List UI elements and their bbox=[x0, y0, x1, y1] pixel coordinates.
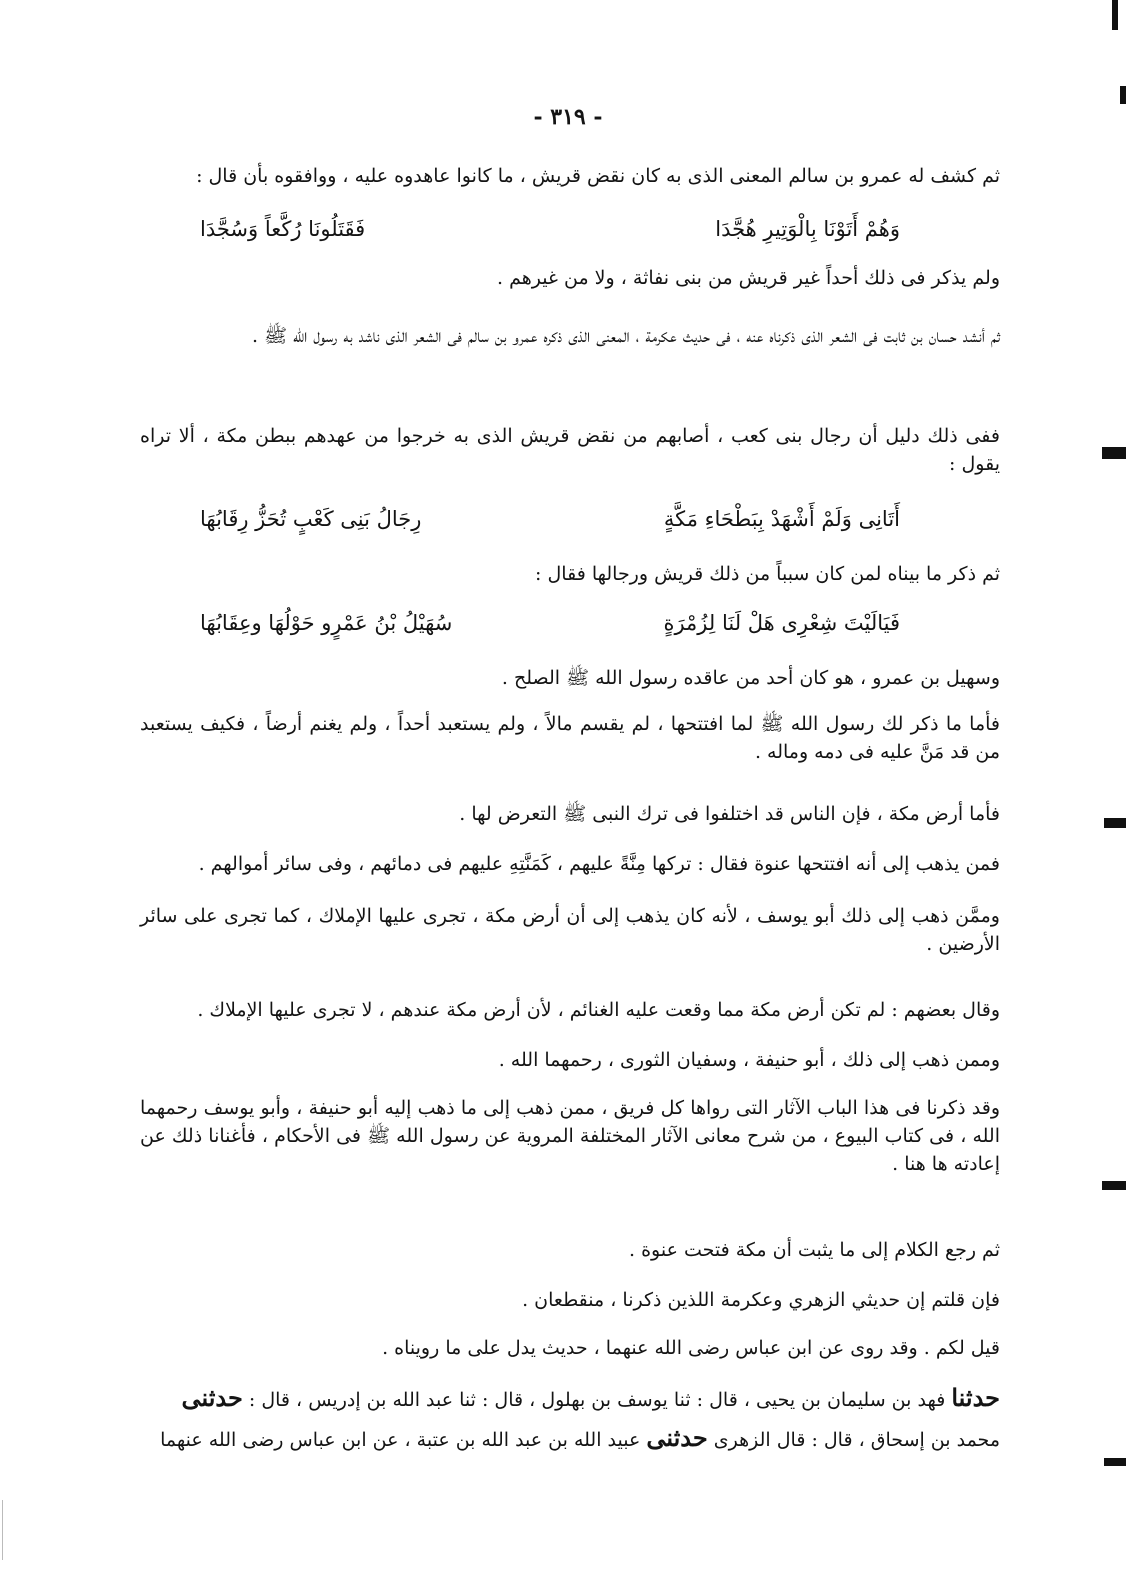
text-line: ثم ذكر ما بيناه لمن كان سبباً من ذلك قريش ورجالها فقال : bbox=[535, 563, 1000, 585]
text-line: فإن قلتم إن حديثي الزهري وعكرمة اللذين ذكرنا ، منقطعان . bbox=[522, 1289, 1000, 1311]
scan-edge-mark bbox=[1120, 86, 1126, 104]
poem-verse bbox=[200, 214, 900, 244]
poem-verse bbox=[200, 504, 900, 534]
verse-hemistich: فَقَتَلُونَا رُكَّعاً وَسُجَّدَا bbox=[200, 217, 366, 241]
paragraph: ففى ذلك دليل أن رجال بنى كعب ، أصابهم من نقض قريش الذى به خرجوا من عهدهم ببطن مكة ، ألا تراه يقول : bbox=[140, 425, 1000, 475]
scan-edge-mark bbox=[1104, 1458, 1126, 1466]
hadith-keyword: حدثنا bbox=[951, 1383, 1000, 1412]
scan-edge-mark bbox=[1102, 1181, 1126, 1190]
text-line: ولم يذكر فى ذلك أحداً غير قريش من بنى نفاثة ، ولا من غيرهم . bbox=[497, 267, 1000, 289]
isnad-line bbox=[140, 1384, 1000, 1414]
text-line: ثم كشف له عمرو بن سالم المعنى الذى به كان نقض قريش ، ما كانوا عاهدوه عليه ، ووافقوه بأن قال : bbox=[196, 165, 1000, 187]
isnad-text: فهد بن سليمان بن يحيى ، قال : ثنا يوسف بن بهلول ، قال : ثنا عبد الله بن إدريس ، قال : bbox=[242, 1389, 952, 1411]
isnad-text: عبيد الله بن عبد الله بن عتبة ، عن ابن عباس رضى الله عنهما bbox=[160, 1429, 647, 1451]
text-line: وممن ذهب إلى ذلك ، أبو حنيفة ، وسفيان الثورى ، رحمهما الله . bbox=[498, 1049, 1000, 1071]
verse-hemistich: أَتَانِى وَلَمْ أَشْهَدْ بِبَطْحَاءِ مَكَّةٍ bbox=[663, 507, 900, 531]
verse-hemistich: فَيَالَيْتَ شِعْرِى هَلْ لَنَا لِزُمْرَةٍ bbox=[663, 611, 900, 635]
verse-hemistich: رِجَالُ بَنِى كَعْبٍ تُحَزُّ رِقَابُهَا bbox=[200, 507, 422, 531]
poem-verse bbox=[200, 608, 900, 638]
text-line: وسهيل بن عمرو ، هو كان أحد من عاقده رسول الله ﷺ الصلح . bbox=[501, 667, 1000, 689]
text-line: ثم رجع الكلام إلى ما يثبت أن مكة فتحت عنوة . bbox=[628, 1239, 1000, 1261]
text-line: وقال بعضهم : لم تكن أرض مكة مما وقعت عليه الغنائم ، لأن أرض مكة عندهم ، لا تجرى عليها الإملاك . bbox=[197, 999, 1000, 1021]
text-line: فمن يذهب إلى أنه افتتحها عنوة فقال : تركها مِنَّةً عليهم ، كَمَنَّتِهِ عليهم فى دمائهم ، وفى سائر أموالهم . bbox=[198, 853, 1000, 875]
paragraph: وقد ذكرنا فى هذا الباب الآثار التى رواها كل فريق ، ممن ذهب إلى ما ذهب إليه أبو حنيفة ، وأبو يوسف رحمهما الله ، فى كتاب البيوع ، من شرح معانى الآثار المختلفة المروية عن رسول الله ﷺ فى الأحكام ، فأغنانا ذلك عن إعادته ها هنا . bbox=[140, 1097, 1000, 1175]
scan-edge-mark bbox=[1112, 0, 1118, 30]
scan-edge-line bbox=[2, 1500, 3, 1560]
verse-hemistich: وَهُمْ أَتَوْنَا بِالْوَتِيرِ هُجَّدَا bbox=[715, 217, 900, 241]
scan-edge-mark bbox=[1102, 447, 1126, 459]
paragraph: وممَّن ذهب إلى ذلك أبو يوسف ، لأنه كان يذهب إلى أن أرض مكة ، تجرى عليها الإملاك ، كما تجرى على سائر الأرضين . bbox=[140, 905, 1000, 955]
text-line: قيل لكم . وقد روى عن ابن عباس رضى الله عنهما ، حديث يدل على ما رويناه . bbox=[382, 1337, 1000, 1359]
text-line: فأما أرض مكة ، فإن الناس قد اختلفوا فى ترك النبى ﷺ التعرض لها . bbox=[459, 803, 1000, 825]
paragraph: ثم أنشد حسان بن ثابت فى الشعر الذى ذكرناه عنه ، فى حديث عكرمة ، المعنى الذى ذكره عمرو بن سالم فى الشعر الذى ناشد به رسول الله ﷺ . bbox=[251, 325, 1000, 347]
verse-hemistich: سُهَيْلُ بْنُ عَمْرٍو حَوْلُهَا وعِقَابُهَا bbox=[200, 611, 453, 635]
hadith-keyword: حدثنى bbox=[646, 1423, 708, 1452]
hadith-keyword: حدثنى bbox=[181, 1383, 243, 1412]
page-number: - ٣١٩ - bbox=[533, 104, 603, 130]
paragraph: فأما ما ذكر لك رسول الله ﷺ لما افتتحها ، لم يقسم مالاً ، ولم يستعبد أحداً ، ولم يغنم أرضاً ، فكيف يستعبد من قد مَنَّ عليه فى دمه وماله . bbox=[140, 713, 1000, 763]
isnad-text: محمد بن إسحاق ، قال : قال الزهرى bbox=[707, 1429, 1000, 1451]
scan-edge-mark bbox=[1104, 818, 1126, 828]
isnad-line bbox=[140, 1424, 1000, 1454]
